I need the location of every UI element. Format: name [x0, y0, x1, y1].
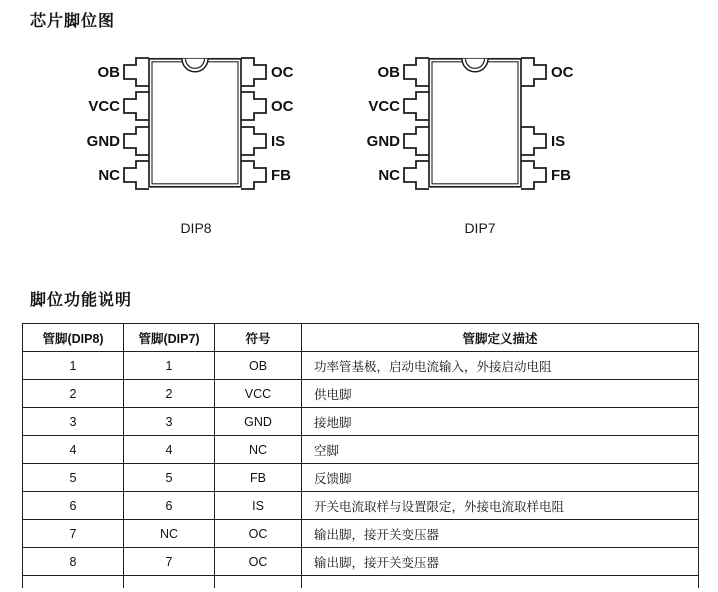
header-pin-dip7: 管脚(DIP7) — [124, 324, 215, 352]
header-symbol: 符号 — [215, 324, 302, 352]
table-row — [23, 380, 699, 408]
dip8-pin8-shape — [241, 58, 266, 86]
cell-symbol: GND — [215, 408, 302, 436]
dip7-caption: DIP7 — [464, 220, 496, 236]
dip7-pin1-label: OB — [377, 64, 400, 81]
table-row — [23, 436, 699, 464]
table-row — [23, 408, 699, 436]
dip7-pin3-shape — [404, 127, 429, 155]
table-row — [23, 464, 699, 492]
dip7-pin2-label: VCC — [368, 98, 400, 115]
pinout-section-title: 芯片脚位图 — [30, 13, 116, 30]
cell-symbol: FB — [215, 464, 302, 492]
cell-dip8-pin: 3 — [23, 408, 124, 436]
dip7-pin1-shape — [404, 58, 429, 86]
dip8-pin5-shape — [241, 161, 266, 189]
dip8-pin3-label: GND — [86, 133, 120, 150]
dip7-pin4-shape — [404, 161, 429, 189]
dip8-pin1-shape — [124, 58, 149, 86]
dip8-caption: DIP8 — [180, 220, 212, 236]
cell-dip7-pin: 2 — [124, 380, 215, 408]
cell-dip8-pin: 6 — [23, 492, 124, 520]
cell-dip7-pin: 4 — [124, 436, 215, 464]
header-pin-dip8: 管脚(DIP8) — [23, 324, 124, 352]
dip8-pin7-shape — [241, 92, 266, 120]
cell-symbol: IS — [215, 492, 302, 520]
cell-symbol: OC — [215, 548, 302, 576]
cell-dip8-pin: 2 — [23, 380, 124, 408]
dip7-pin3-label: GND — [366, 133, 400, 150]
pin-function-table — [22, 323, 699, 588]
table-row — [23, 352, 699, 380]
table-row-cutoff — [23, 576, 699, 589]
function-section-title: 脚位功能说明 — [30, 292, 133, 309]
cell-dip7-pin: 5 — [124, 464, 215, 492]
table-row — [23, 492, 699, 520]
cell-dip8-pin: 1 — [23, 352, 124, 380]
dip8-pin4-label: NC — [98, 167, 120, 184]
cell-dip7-pin: 1 — [124, 352, 215, 380]
dip7-pin2-shape — [404, 92, 429, 120]
table-header-row — [23, 324, 699, 352]
cell-dip7-pin: 7 — [124, 548, 215, 576]
cell-dip8-pin: 7 — [23, 520, 124, 548]
cell-description: 接地脚 — [302, 408, 699, 436]
cell-symbol: OC — [215, 520, 302, 548]
dip8-pin3-shape — [124, 127, 149, 155]
header-definition: 管脚定义描述 — [302, 324, 699, 352]
dip8-pin5-label: FB — [271, 167, 291, 184]
cell-description: 供电脚 — [302, 380, 699, 408]
cell-description: 开关电流取样与设置限定，外接电流取样电阻 — [302, 492, 699, 520]
cell-description: 功率管基极，启动电流输入，外接启动电阻 — [302, 352, 699, 380]
dip8-pin4-shape — [124, 161, 149, 189]
cell-symbol: NC — [215, 436, 302, 464]
dip8-body — [149, 59, 241, 187]
dip7-pin5-label: FB — [551, 167, 571, 184]
dip8-pin6-shape — [241, 127, 266, 155]
dip7-pin7-shape — [521, 58, 546, 86]
cell-symbol: VCC — [215, 380, 302, 408]
dip7-pin5-shape — [521, 161, 546, 189]
dip7-pin4-label: NC — [378, 167, 400, 184]
dip8-pinout-diagram — [75, 50, 315, 200]
cell-dip8-pin: 5 — [23, 464, 124, 492]
dip8-pin6-label: IS — [271, 133, 286, 150]
cell-dip7-pin: 3 — [124, 408, 215, 436]
cell-dip8-pin: 8 — [23, 548, 124, 576]
cell-symbol: OB — [215, 352, 302, 380]
cell-description: 反馈脚 — [302, 464, 699, 492]
cell-dip7-pin: NC — [124, 520, 215, 548]
dip7-body — [429, 59, 521, 187]
cell-dip7-pin: 6 — [124, 492, 215, 520]
dip7-pinout-diagram — [355, 50, 595, 200]
dip7-pin7-label: OC — [551, 64, 574, 81]
dip8-pin8-label: OC — [271, 64, 294, 81]
dip7-pin6-shape — [521, 127, 546, 155]
cell-description: 输出脚，接开关变压器 — [302, 520, 699, 548]
cell-description: 空脚 — [302, 436, 699, 464]
dip8-pin2-shape — [124, 92, 149, 120]
table-row — [23, 548, 699, 576]
table-row — [23, 520, 699, 548]
cell-description: 输出脚，接开关变压器 — [302, 548, 699, 576]
dip8-pin1-label: OB — [97, 64, 120, 81]
dip8-pin7-label: OC — [271, 98, 294, 115]
dip8-pin2-label: VCC — [88, 98, 120, 115]
dip7-pin6-label: IS — [551, 133, 566, 150]
cell-dip8-pin: 4 — [23, 436, 124, 464]
